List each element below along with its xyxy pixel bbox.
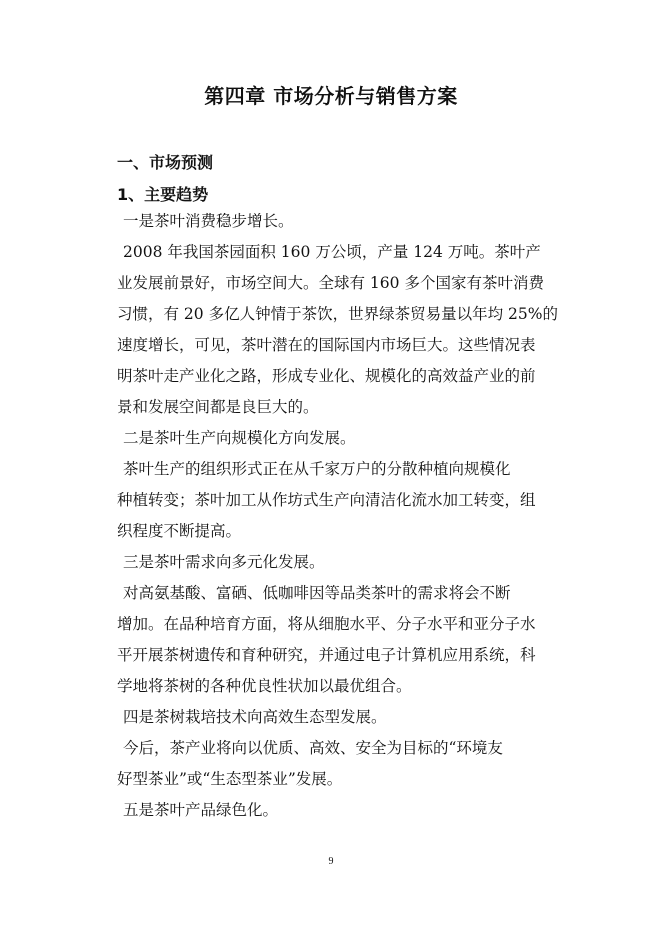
- paragraph-line: 明茶叶走产业化之路，形成专业化、规模化的高效益产业的前: [117, 367, 536, 385]
- paragraph-line: 三是茶叶需求向多元化发展。: [123, 553, 325, 571]
- paragraph-line: 速度增长，可见，茶叶潜在的国际国内市场巨大。这些情况表: [117, 336, 536, 354]
- page-number: 9: [328, 856, 334, 867]
- section-heading: 一、市场预测: [117, 153, 214, 172]
- paragraph-line: 今后，茶产业将向以优质、高效、安全为目标的“环境友: [123, 739, 503, 757]
- paragraph-line: 四是茶树栽培技术向高效生态型发展。: [123, 708, 387, 726]
- paragraph-line: 习惯，有 20 多亿人钟情于茶饮，世界绿茶贸易量以年均 25%的: [117, 305, 558, 323]
- paragraph-line: 学地将茶树的各种优良性状加以最优组合。: [117, 677, 412, 695]
- paragraph-line: 业发展前景好，市场空间大。全球有 160 多个国家有茶叶消费: [117, 274, 544, 292]
- paragraph-line: 景和发展空间都是良巨大的。: [117, 398, 319, 416]
- paragraph-line: 织程度不断提高。: [117, 522, 242, 540]
- paragraph-line: 对高氨基酸、富硒、低咖啡因等品类茶叶的需求将会不断: [123, 584, 511, 602]
- paragraph-line: 平开展茶树遗传和育种研究，并通过电子计算机应用系统，科: [117, 646, 536, 664]
- paragraph-line: 2008 年我国茶园面积 160 万公顷，产量 124 万吨。茶叶产: [123, 243, 541, 261]
- paragraph-line: 好型茶业”或“生态型茶业”发展。: [117, 770, 343, 788]
- paragraph-line: 二是茶叶生产向规模化方向发展。: [123, 429, 356, 447]
- paragraph-line: 种植转变；茶叶加工从作坊式生产向清洁化流水加工转变，组: [117, 491, 536, 509]
- chapter-title: 第四章 市场分析与销售方案: [204, 84, 458, 108]
- paragraph-line: 增加。在品种培育方面，将从细胞水平、分子水平和亚分子水: [117, 615, 536, 633]
- paragraph-line: 一是茶叶消费稳步增长。: [123, 212, 294, 230]
- body-text: [117, 206, 569, 826]
- paragraph-line: 五是茶叶产品绿色化。: [123, 801, 279, 819]
- subsection-heading: 1、主要趋势: [117, 185, 209, 204]
- paragraph-line: 茶叶生产的组织形式正在从千家万户的分散种植向规模化: [123, 460, 511, 478]
